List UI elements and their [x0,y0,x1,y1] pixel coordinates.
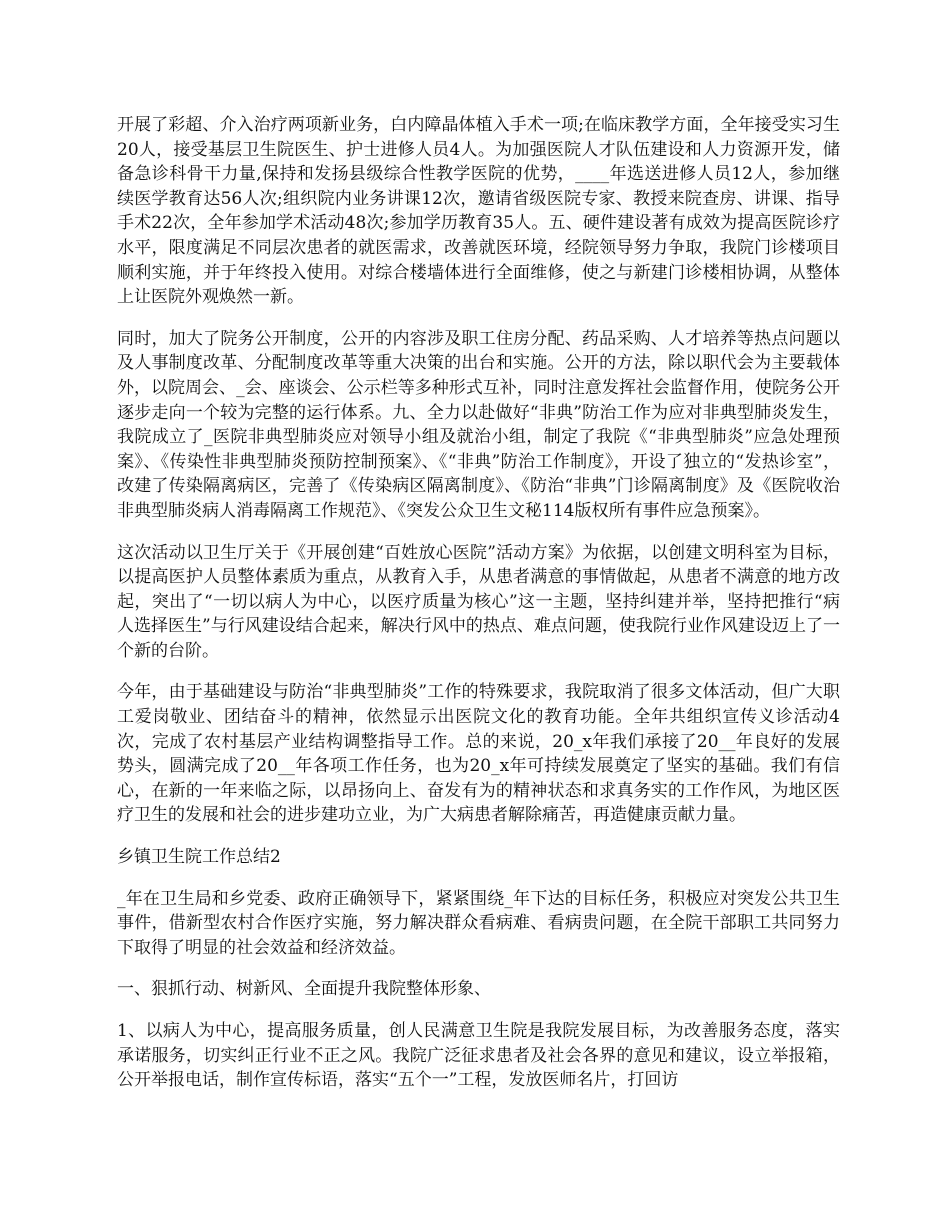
paragraph-hospital-development: 开展了彩超、介入治疗两项新业务，白内障晶体植入手术一项;在临床教学方面，全年接受实习生20人，接受基层卫生院医生、护士进修人员4人。为加强医院人才队伍建设和人力资源开发，储备急诊科骨干力量,保持和发扬县级综合性教学医院的优势，____年选送进修人员12人，参加继续医学教育达56人次;组织院内业务讲课12次，邀请省级医院专家、教授来院查房、讲课、指导手术22次，全年参加学术活动48次;参加学历教育35人。五、硬件建设著有成效为提高医院诊疗水平，限度满足不同层次患者的就医需求，改善就医环境，经院领导努力争取，我院门诊楼项目顺利实施，并于年终投入使用。对综合楼墙体进行全面维修，使之与新建门诊楼相协调，从整体上让医院外观焕然一新。 [117,115,840,308]
paragraph-affairs-disclosure: 同时，加大了院务公开制度，公开的内容涉及职工住房分配、药品采购、人才培养等热点问题以及人事制度改革、分配制度改革等重大决策的出台和实施。公开的方法，除以职代会为主要载体外，以院周会、_会、座谈会、公示栏等多种形式互补，同时注意发挥社会监督作用，使院务公开逐步走向一个较为完整的运行体系。九、全力以赴做好“非典”防治工作为应对非典型肺炎发生，我院成立了_医院非典型肺炎应对领导小组及就治小组，制定了我院《“非典型肺炎”应急处理预案》、《传染性非典型肺炎预防控制预案》、《“非典”防治工作制度》，开设了独立的“发热诊室”，改建了传染隔离病区，完善了《传染病区隔离制度》、《防治“非典”门诊隔离制度》及《医院收治非典型肺炎病人消毒隔离工作规范》、《突发公众卫生文秘114版权所有事件应急预案》。 [117,328,840,521]
subsection-heading: 一、狠抓行动、树新风、全面提升我院整体形象、 [117,979,491,1000]
paragraph-patient-centered: 1、以病人为中心，提高服务质量，创人民满意卫生院是我院发展目标，为改善服务态度，落实承诺服务，切实纠正行业不正之风。我院广泛征求患者及社会各界的意见和建议，设立举报箱，公开举报电话，制作宣传标语，落实“五个一”工程，发放医师名片，打回访 [117,1021,840,1091]
paragraph-civilized-campaign: 这次活动以卫生厅关于《开展创建“百姓放心医院”活动方案》为依据，以创建文明科室为目标，以提高医护人员整体素质为重点，从教育入手，从患者满意的事情做起，从患者不满意的地方改起，突出了“一切以病人为中心，以医疗质量为核心”这一主题，坚持纠建并举，坚持把推行“病人选择医生”与行风建设结合起来，解决行风中的热点、难点问题，使我院行业作风建设迈上了一个新的台阶。 [117,542,840,661]
document-page [117,113,840,1093]
section-heading: 乡镇卫生院工作总结2 [117,847,281,868]
paragraph-annual-summary: 今年，由于基础建设与防治“非典型肺炎”工作的特殊要求，我院取消了很多文体活动，但广大职工爱岗敬业、团结奋斗的精神，依然显示出医院文化的教育功能。全年共组织宣传义诊活动4次，完成了农村基层产业结构调整指导工作。总的来说，20_x年我们承接了20__年良好的发展势头，圆满完成了20__年各项工作任务，也为20_x年可持续发展奠定了坚实的基础。我们有信心，在新的一年来临之际，以昂扬向上、奋发有为的精神状态和求真务实的工作作风，为地区医疗卫生的发展和社会的进步建功立业，为广大病患者解除痛苦，再造健康贡献力量。 [117,682,840,826]
paragraph-section-intro: _年在卫生局和乡党委、政府正确领导下，紧紧围绕_年下达的目标任务，积极应对突发公共卫生事件，借新型农村合作医疗实施，努力解决群众看病难、看病贵问题，在全院干部职工共同努力下取得了明显的社会效益和经济效益。 [117,888,840,958]
